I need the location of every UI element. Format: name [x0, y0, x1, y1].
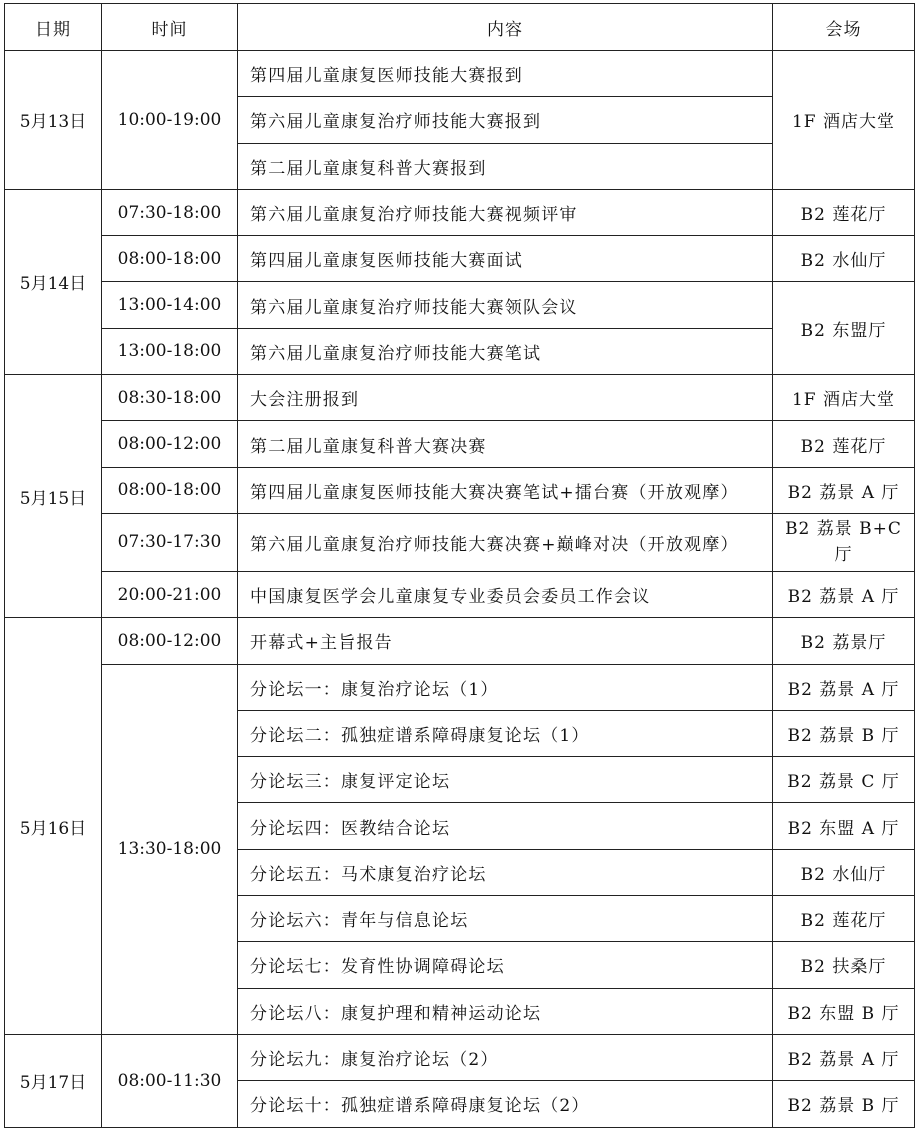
header-row: [5, 4, 915, 51]
content-cell: 分论坛八：康复护理和精神运动论坛: [238, 988, 773, 1034]
content-cell: 第六届儿童康复治疗师技能大赛笔试: [238, 328, 773, 374]
header-time: 时间: [102, 4, 238, 51]
content-cell: 分论坛五：马术康复治疗论坛: [238, 849, 773, 895]
date-cell: 5月15日: [5, 375, 102, 618]
venue-cell: B2 荔景 A 厅: [773, 571, 915, 617]
venue-cell: B2 荔景 C 厅: [773, 757, 915, 803]
table-row: [5, 467, 915, 513]
table-row: [5, 282, 915, 328]
header-content: 内容: [238, 4, 773, 51]
time-cell: 13:00-14:00: [102, 282, 238, 328]
venue-cell: B2 莲花厅: [773, 896, 915, 942]
time-cell: 20:00-21:00: [102, 571, 238, 617]
content-cell: 分论坛三：康复评定论坛: [238, 757, 773, 803]
content-cell: 分论坛七：发育性协调障碍论坛: [238, 942, 773, 988]
table-row: [5, 375, 915, 421]
date-cell: 5月14日: [5, 189, 102, 374]
table-row: [5, 236, 915, 282]
venue-cell: B2 东盟厅: [773, 282, 915, 375]
content-cell: 第二届儿童康复科普大赛决赛: [238, 421, 773, 467]
venue-cell: B2 水仙厅: [773, 849, 915, 895]
content-cell: 分论坛二：孤独症谱系障碍康复论坛（1）: [238, 710, 773, 756]
time-cell: 07:30-17:30: [102, 513, 238, 571]
venue-cell: B2 荔景 A 厅: [773, 1034, 915, 1080]
venue-cell: B2 荔景 A 厅: [773, 467, 915, 513]
content-cell: 中国康复医学会儿童康复专业委员会委员工作会议: [238, 571, 773, 617]
content-cell: 第四届儿童康复医师技能大赛报到: [238, 51, 773, 97]
table-row: [5, 51, 915, 97]
content-cell: 开幕式+主旨报告: [238, 618, 773, 664]
content-cell: 分论坛四：医教结合论坛: [238, 803, 773, 849]
content-cell: 第四届儿童康复医师技能大赛决赛笔试+擂台赛（开放观摩）: [238, 467, 773, 513]
venue-cell: B2 莲花厅: [773, 421, 915, 467]
venue-cell: B2 水仙厅: [773, 236, 915, 282]
venue-line: B2 荔景 B+C: [785, 519, 902, 540]
content-cell: 第六届儿童康复治疗师技能大赛视频评审: [238, 189, 773, 235]
venue-cell: B2 东盟 B 厅: [773, 988, 915, 1034]
venue-cell: 1F 酒店大堂: [773, 375, 915, 421]
content-cell: 第六届儿童康复治疗师技能大赛报到: [238, 97, 773, 143]
content-cell: 第六届儿童康复治疗师技能大赛领队会议: [238, 282, 773, 328]
time-cell: 13:30-18:00: [102, 664, 238, 1034]
content-cell: 第二届儿童康复科普大赛报到: [238, 143, 773, 189]
time-cell: 07:30-18:00: [102, 189, 238, 235]
venue-cell: B2 荔景厅: [773, 618, 915, 664]
time-cell: 10:00-19:00: [102, 51, 238, 190]
time-cell: 08:00-11:30: [102, 1034, 238, 1127]
date-cell: 5月16日: [5, 618, 102, 1035]
venue-cell: B2 扶桑厅: [773, 942, 915, 988]
table-row: [5, 618, 915, 664]
venue-cell: B2 荔景 B 厅: [773, 1081, 915, 1127]
time-cell: 08:00-18:00: [102, 467, 238, 513]
venue-line: 厅: [834, 545, 853, 566]
venue-cell: [773, 513, 915, 571]
content-cell: 分论坛九：康复治疗论坛（2）: [238, 1034, 773, 1080]
venue-cell: B2 荔景 B 厅: [773, 710, 915, 756]
venue-cell: B2 荔景 A 厅: [773, 664, 915, 710]
content-cell: 分论坛一：康复治疗论坛（1）: [238, 664, 773, 710]
time-cell: 13:00-18:00: [102, 328, 238, 374]
header-venue: 会场: [773, 4, 915, 51]
date-cell: 5月13日: [5, 51, 102, 190]
header-date: 日期: [5, 4, 102, 51]
venue-cell: B2 莲花厅: [773, 189, 915, 235]
table-row: [5, 571, 915, 617]
content-cell: 第六届儿童康复治疗师技能大赛决赛+巅峰对决（开放观摩）: [238, 513, 773, 571]
time-cell: 08:00-12:00: [102, 421, 238, 467]
time-cell: 08:30-18:00: [102, 375, 238, 421]
content-cell: 大会注册报到: [238, 375, 773, 421]
table-row: [5, 664, 915, 710]
venue-cell: 1F 酒店大堂: [773, 51, 915, 190]
content-cell: 分论坛六：青年与信息论坛: [238, 896, 773, 942]
venue-cell: B2 东盟 A 厅: [773, 803, 915, 849]
schedule-table: [4, 3, 915, 1128]
table-row: [5, 1034, 915, 1080]
table-row: [5, 421, 915, 467]
content-cell: 分论坛十：孤独症谱系障碍康复论坛（2）: [238, 1081, 773, 1127]
table-row: [5, 513, 915, 571]
date-cell: 5月17日: [5, 1034, 102, 1127]
table-row: [5, 189, 915, 235]
time-cell: 08:00-12:00: [102, 618, 238, 664]
content-cell: 第四届儿童康复医师技能大赛面试: [238, 236, 773, 282]
time-cell: 08:00-18:00: [102, 236, 238, 282]
